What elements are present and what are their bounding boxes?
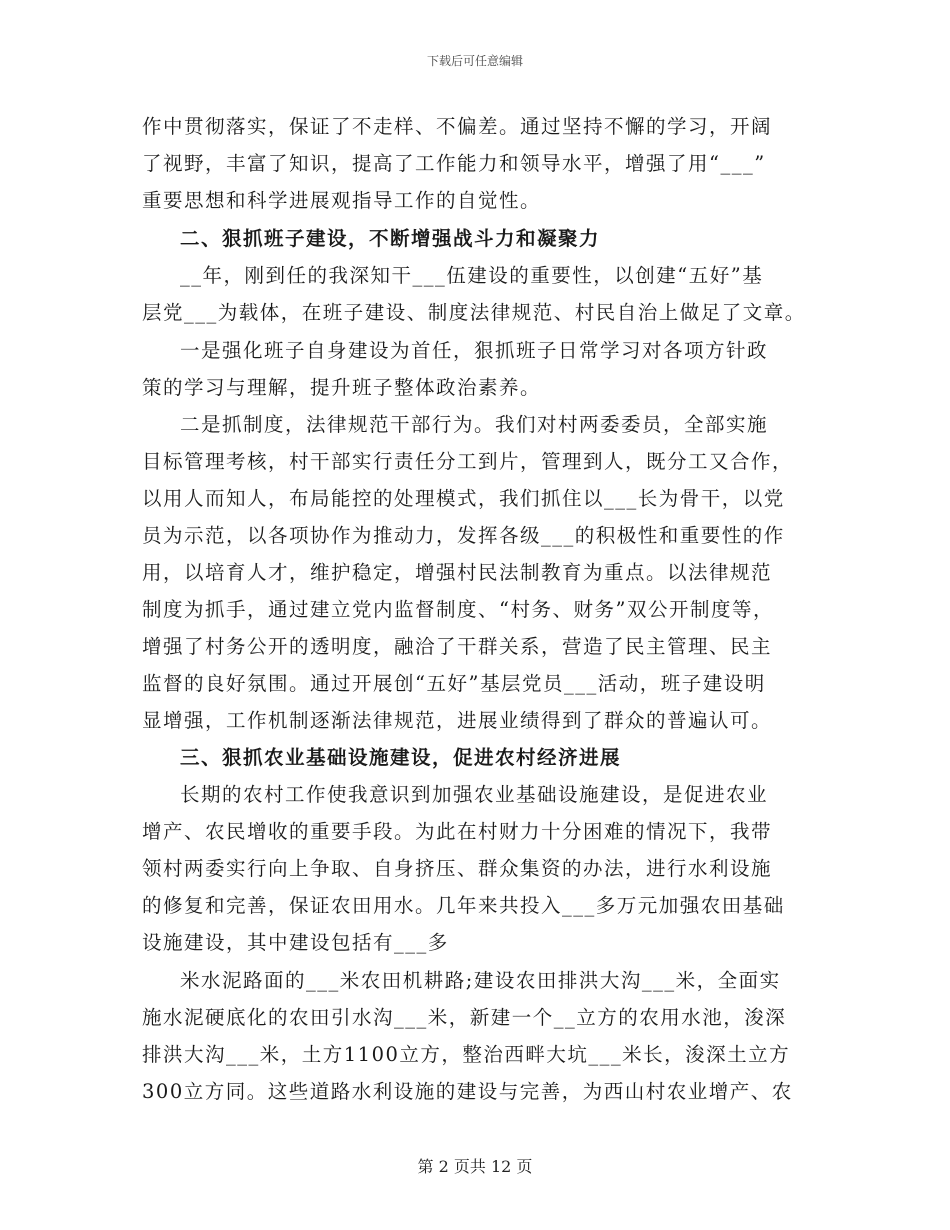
body-line: 显增强，工作机制逐渐法律规范，进展业绩得到了群众的普遍认可。 [142,709,773,732]
body-line: 长期的农村工作使我意识到加强农业基础设施建设，是促进农业 [180,783,769,806]
body-line: 的修复和完善，保证农田用水。几年来共投入___多万元加强农田基础 [142,894,785,917]
body-line: 目标管理考核，村干部实行责任分工到片，管理到人，既分工又合作， [142,450,794,473]
body-line: 作中贯彻落实，保证了不走样、不偏差。通过坚持不懈的学习，开阔 [142,115,773,138]
body-line: 领村两委实行向上争取、自身挤压、群众集资的办法，进行水利设施 [142,857,773,880]
body-line: __年，刚到任的我深知干___伍建设的重要性，以创建“五好”基 [180,264,764,287]
body-line: 300立方同。这些道路水利设施的建设与完善，为西山村农业增产、农 [142,1080,793,1103]
body-line: 增产、农民增收的重要手段。为此在村财力十分困难的情况下，我带 [142,820,773,843]
body-line: 策的学习与理解，提升班子整体政治素养。 [142,376,542,399]
page-header: 下载后可任意编辑 [426,54,523,68]
section-heading: 二、狠抓班子建设，不断增强战斗力和凝聚力 [180,227,601,250]
body-line: 设施建设，其中建设包括有___多 [142,931,449,954]
body-line: 监督的良好氛围。通过开展创“五好”基层党员___活动，班子建设明 [142,672,766,695]
body-line: 增强了村务公开的透明度，融洽了干群关系，营造了民主管理、民主 [142,635,773,658]
body-line: 施水泥硬底化的农田引水沟___米，新建一个__立方的农用水池，浚深 [142,1006,787,1029]
body-line: 层党___为载体，在班子建设、制度法律规范、村民自治上做足了文章。 [142,301,806,324]
body-line: 排洪大沟___米，土方1100立方，整治西畔大坑___米长，浚深土立方 [142,1043,791,1066]
section-heading: 三、狠抓农业基础设施建设，促进农村经济进展 [180,746,622,769]
body-line: 米水泥路面的___米农田机耕路;建设农田排洪大沟___米，全面实 [180,969,781,992]
body-line: 二是抓制度，法律规范干部行为。我们对村两委委员，全部实施 [180,413,769,436]
body-line: 了视野，丰富了知识，提高了工作能力和领导水平，增强了用“___” [142,152,766,175]
body-line: 以用人而知人，布局能控的处理模式，我们抓住以___长为骨干，以党 [142,487,785,510]
body-line: 重要思想和科学进展观指导工作的自觉性。 [142,189,542,212]
body-line: 一是强化班子自身建设为首任，狠抓班子日常学习对各项方针政 [180,339,769,362]
page-number: 第 2 页共 12 页 [417,1157,533,1176]
body-line: 制度为抓手，通过建立党内监督制度、“村务、财务”双公开制度等， [142,598,774,621]
body-line: 员为示范，以各项协作为推动力，发挥各级___的积极性和重要性的作 [142,524,785,547]
body-line: 用，以培育人才，维护稳定，增强村民法制教育为重点。以法律规范 [142,561,773,584]
